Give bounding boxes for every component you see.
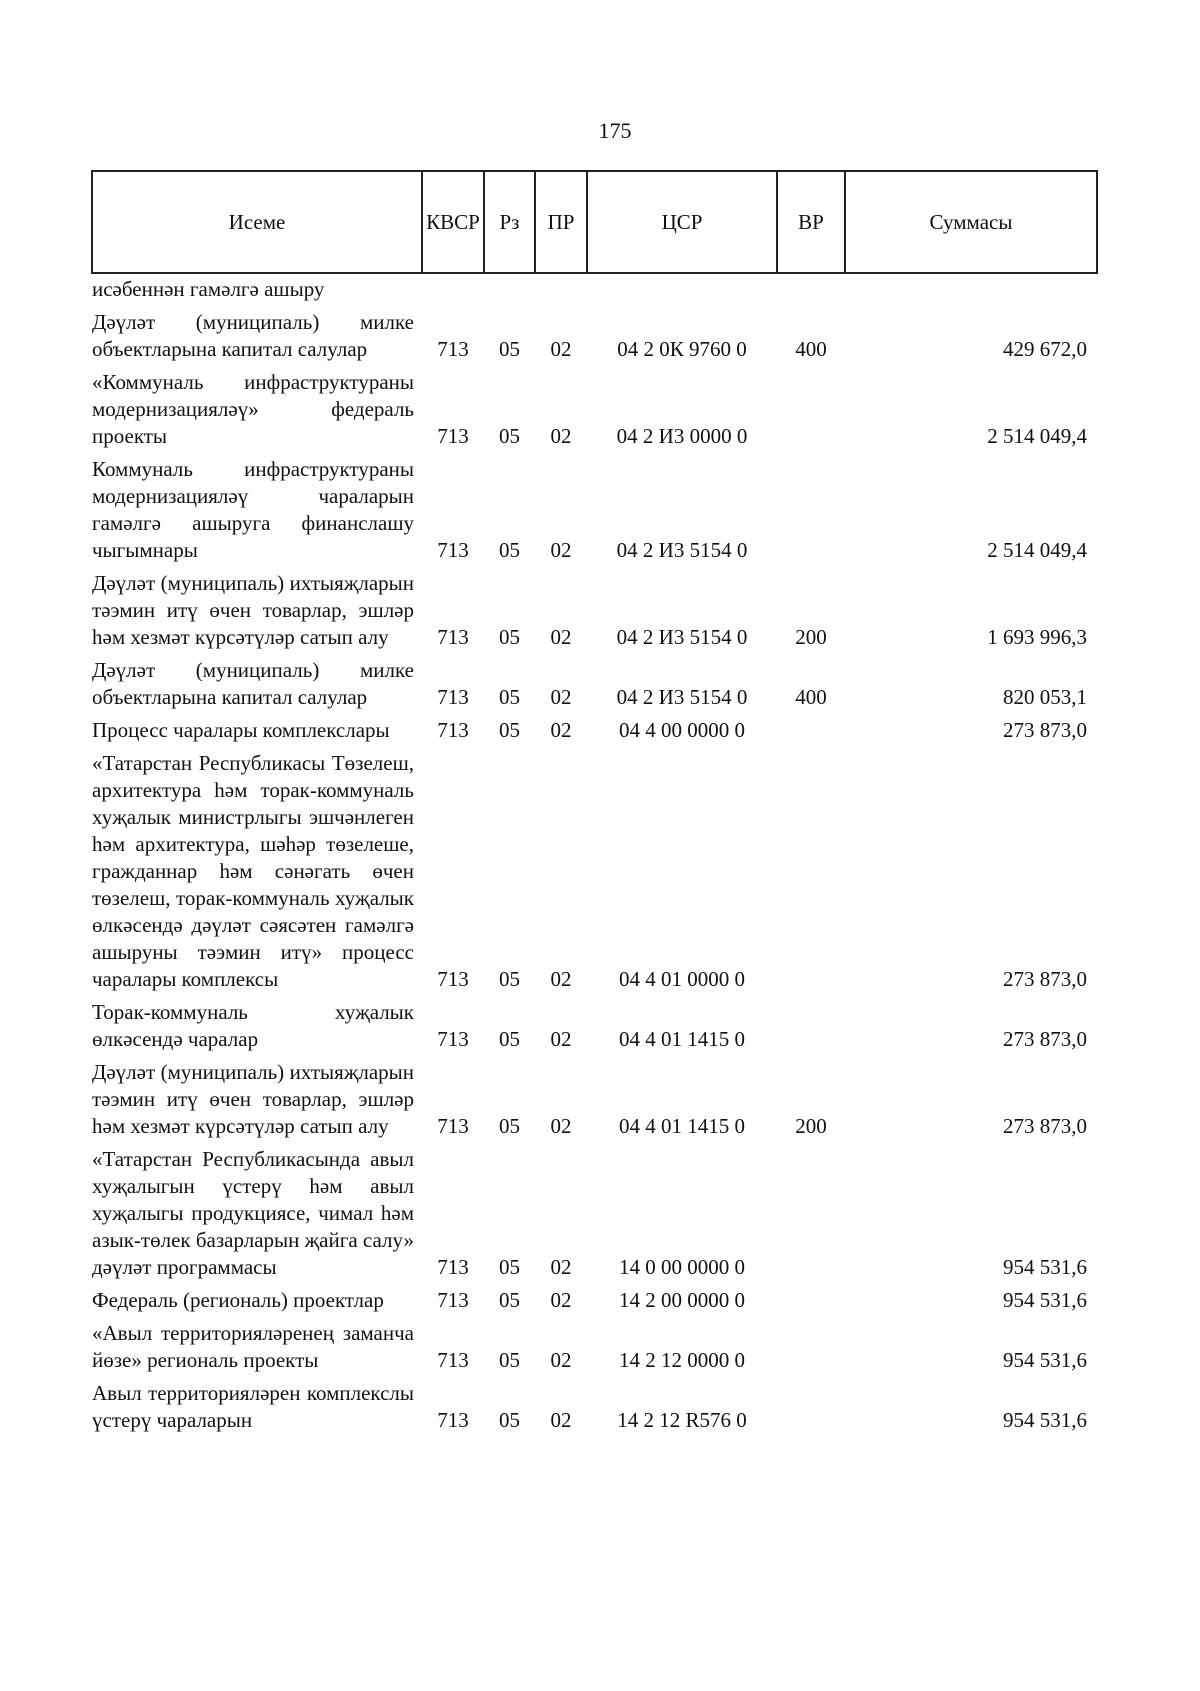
header-rz: Рз (484, 171, 535, 273)
row-kvsr: 713 (437, 1027, 469, 1051)
row-csr: 04 4 00 0000 0 (619, 718, 745, 742)
row-vr (777, 997, 845, 1057)
row-csr: 04 2 И3 5154 0 (616, 538, 748, 562)
table-row (92, 568, 1097, 655)
row-pr: 02 (550, 538, 572, 562)
row-rz: 05 (499, 1288, 520, 1312)
row-csr: 04 4 01 0000 0 (619, 967, 745, 991)
table-row (92, 997, 1097, 1057)
header-name: Исеме (92, 171, 422, 273)
row-vr (777, 367, 845, 454)
row-kvsr: 713 (437, 1114, 469, 1138)
row-vr (777, 454, 845, 568)
table-row (92, 454, 1097, 568)
row-kvsr: 713 (437, 424, 469, 448)
table-row (92, 1318, 1097, 1378)
row-name: исәбеннән гамәлгә ашыру (92, 277, 325, 301)
row-sum: 429 672,0 (1003, 337, 1087, 361)
table-row (92, 367, 1097, 454)
row-pr: 02 (550, 337, 572, 361)
row-csr (587, 273, 777, 307)
table-row (92, 715, 1097, 748)
row-rz: 05 (499, 337, 520, 361)
row-name: «Коммуналь инфраструктураны модернизацияләү» федераль проекты (92, 370, 414, 448)
row-vr: 200 (795, 625, 827, 649)
row-csr: 14 2 00 0000 0 (619, 1288, 745, 1312)
row-pr: 02 (550, 967, 572, 991)
row-vr: 400 (795, 337, 827, 361)
row-csr: 04 4 01 1415 0 (619, 1114, 745, 1138)
row-name: Дәүләт (муниципаль) милке объектларына капитал салулар (92, 310, 414, 361)
row-sum: 273 873,0 (1003, 1027, 1087, 1051)
row-kvsr: 713 (437, 538, 469, 562)
row-name: Федераль (региональ) проектлар (92, 1288, 384, 1312)
page-number: 175 (598, 118, 632, 143)
row-pr (535, 273, 587, 307)
table-row (92, 1144, 1097, 1285)
row-sum: 2 514 049,4 (987, 424, 1087, 448)
row-sum: 954 531,6 (1003, 1348, 1087, 1372)
header-pr: ПР (535, 171, 587, 273)
header-csr: ЦСР (587, 171, 777, 273)
row-vr (777, 1144, 845, 1285)
row-name: Процесс чаралары комплекслары (92, 718, 390, 742)
row-rz: 05 (499, 1027, 520, 1051)
row-rz: 05 (499, 625, 520, 649)
header-sum: Суммасы (845, 171, 1097, 273)
row-kvsr: 713 (437, 337, 469, 361)
row-name: Дәүләт (муниципаль) ихтыяҗларын тәэмин итү өчен товарлар, эшләр һәм хезмәт күрсәтүләр сатып алу (92, 571, 414, 649)
row-vr (777, 1318, 845, 1378)
row-kvsr: 713 (437, 625, 469, 649)
row-vr: 400 (795, 685, 827, 709)
row-vr (777, 715, 845, 748)
row-pr: 02 (550, 718, 572, 742)
row-kvsr: 713 (437, 967, 469, 991)
row-sum: 273 873,0 (1003, 967, 1087, 991)
row-rz: 05 (499, 685, 520, 709)
table-row (92, 1057, 1097, 1144)
row-pr: 02 (550, 1408, 572, 1432)
row-rz (484, 273, 535, 307)
row-pr: 02 (550, 424, 572, 448)
row-csr: 04 4 01 1415 0 (619, 1027, 745, 1051)
row-pr: 02 (550, 1027, 572, 1051)
row-sum (845, 273, 1097, 307)
header-kvsr: КВСР (422, 171, 484, 273)
row-sum: 820 053,1 (1003, 685, 1087, 709)
row-name: Дәүләт (муниципаль) ихтыяҗларын тәэмин итү өчен товарлар, эшләр һәм хезмәт күрсәтүләр сатып алу (92, 1060, 414, 1138)
row-vr: 200 (795, 1114, 827, 1138)
row-kvsr: 713 (437, 1408, 469, 1432)
row-rz: 05 (499, 967, 520, 991)
row-sum: 954 531,6 (1003, 1288, 1087, 1312)
row-pr: 02 (550, 625, 572, 649)
row-kvsr: 713 (437, 1288, 469, 1312)
header-vr: ВР (777, 171, 845, 273)
row-name: «Авыл территорияләренең заманча йөзе» региональ проекты (92, 1321, 414, 1372)
row-vr (777, 748, 845, 997)
table-row (92, 655, 1097, 715)
row-name: Коммуналь инфраструктураны модернизацияләү чараларын гамәлгә ашыруга финанслашу чыгымнары (92, 457, 414, 562)
row-csr: 04 2 0К 9760 0 (617, 337, 747, 361)
row-rz: 05 (499, 538, 520, 562)
row-vr (777, 273, 845, 307)
row-kvsr: 713 (437, 718, 469, 742)
row-kvsr: 713 (437, 1255, 469, 1279)
row-rz: 05 (499, 1348, 520, 1372)
row-kvsr: 713 (437, 685, 469, 709)
row-sum: 273 873,0 (1003, 1114, 1087, 1138)
row-name: Торак-коммуналь хуҗалык өлкәсендә чаралар (92, 1000, 414, 1051)
row-pr: 02 (550, 1114, 572, 1138)
row-pr: 02 (550, 1255, 572, 1279)
row-csr: 04 2 И3 5154 0 (616, 685, 748, 709)
row-csr: 04 2 И3 0000 0 (616, 424, 748, 448)
row-vr (777, 1285, 845, 1318)
row-csr: 14 2 12 0000 0 (619, 1348, 745, 1372)
row-name: «Татарстан Республикасы Төзелеш, архитектура һәм торак-коммуналь хуҗалык министрлыгы эшчәнлеген һәм архитектура, шәһәр төзелеше, гражданнар һәм сәнәгать өчен төзелеш, торак-коммуналь хуҗалык өлкәсендә дәүләт сәясәтен гамәлгә ашыруны тәэмин итү» процесс чаралары комплексы (92, 751, 414, 991)
row-rz: 05 (499, 718, 520, 742)
row-kvsr (422, 273, 484, 307)
row-pr: 02 (550, 1288, 572, 1312)
row-csr: 04 2 И3 5154 0 (616, 625, 748, 649)
row-name: Дәүләт (муниципаль) милке объектларына капитал салулар (92, 658, 414, 709)
row-rz: 05 (499, 424, 520, 448)
row-vr (777, 1378, 845, 1438)
row-csr: 14 2 12 R576 0 (617, 1408, 747, 1432)
row-sum: 2 514 049,4 (987, 538, 1087, 562)
row-kvsr: 713 (437, 1348, 469, 1372)
row-rz: 05 (499, 1114, 520, 1138)
row-sum: 954 531,6 (1003, 1408, 1087, 1432)
row-pr: 02 (550, 685, 572, 709)
table-row (92, 1285, 1097, 1318)
table-row (92, 748, 1097, 997)
row-name: «Татарстан Республикасында авыл хуҗалыгын үстерү һәм авыл хуҗалыгы продукциясе, чимал һәм азык-төлек базарларын җайга салу» дәүләт программасы (92, 1147, 414, 1279)
row-csr: 14 0 00 0000 0 (619, 1255, 745, 1279)
table-row (92, 1378, 1097, 1438)
row-rz: 05 (499, 1255, 520, 1279)
row-name: Авыл территорияләрен комплекслы үстерү чараларын (92, 1381, 414, 1432)
table-row (92, 273, 1097, 307)
row-sum: 1 693 996,3 (987, 625, 1087, 649)
budget-table (91, 170, 1098, 1438)
table-row (92, 307, 1097, 367)
row-sum: 954 531,6 (1003, 1255, 1087, 1279)
row-sum: 273 873,0 (1003, 718, 1087, 742)
table-body (92, 273, 1097, 1438)
row-rz: 05 (499, 1408, 520, 1432)
table-header (92, 171, 1097, 273)
row-pr: 02 (550, 1348, 572, 1372)
